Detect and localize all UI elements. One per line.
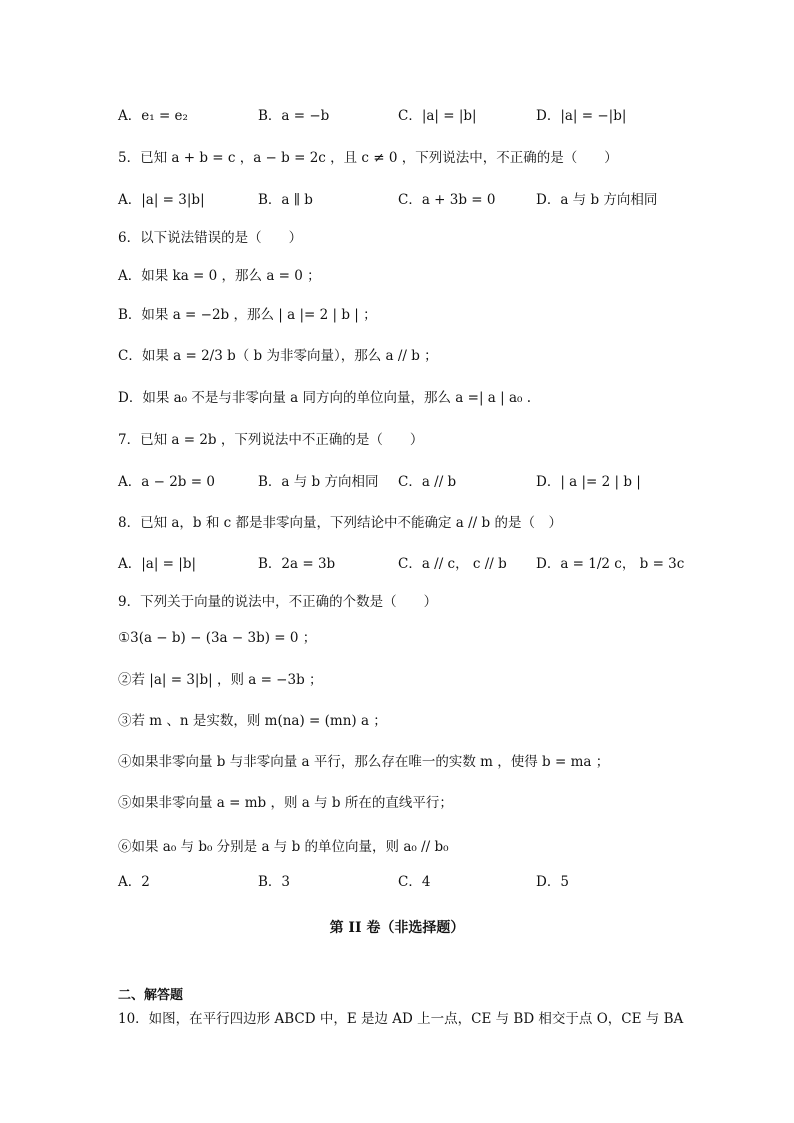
q8-stem: 8．已知 a，b 和 c 都是非零向量，下列结论中不能确定 a // b 的是（ ）	[118, 515, 562, 531]
q9-item-4: ④如果非零向量 b 与非零向量 a 平行，那么存在唯一的实数 m ，使得 b = ma ；	[118, 754, 610, 770]
q7-option-d[interactable]: D．| a |= 2 | b |	[536, 474, 641, 490]
q9-item-2: ②若 |a| = 3|b| ，则 a = −3b ；	[118, 672, 323, 688]
q7-stem: 7．已知 a = 2b ，下列说法中不正确的是（ ）	[118, 432, 424, 448]
q6-option-a[interactable]: A．如果 ka = 0 ，那么 a = 0 ；	[118, 268, 321, 284]
q9-stem: 9．下列关于向量的说法中，不正确的个数是（ ）	[118, 594, 438, 610]
q9-item-3: ③若 m 、n 是实数，则 m(na) = (mn) a ；	[118, 713, 387, 729]
q7-option-b[interactable]: B．a 与 b 方向相同	[258, 474, 379, 490]
q6-stem: 6．以下说法错误的是（ ）	[118, 230, 303, 246]
q5-option-c[interactable]: C．a + 3b = 0	[398, 192, 496, 208]
q6-option-c[interactable]: C．如果 a = 2/3 b（ b 为非零向量），那么 a // b ；	[118, 348, 438, 364]
q4-option-c[interactable]: C．|a| = |b|	[398, 108, 477, 124]
q9-option-c[interactable]: C．4	[398, 874, 431, 890]
q8-option-c[interactable]: C．a // c， c // b	[398, 556, 507, 572]
q8-option-b[interactable]: B．2a = 3b	[258, 556, 336, 572]
q5-option-b[interactable]: B．a ∥ b	[258, 192, 313, 208]
q9-item-6: ⑥如果 a₀ 与 b₀ 分别是 a 与 b 的单位向量，则 a₀ // b₀	[118, 839, 449, 855]
q10-stem: 10．如图，在平行四边形 ABCD 中，E 是边 AD 上一点，CE 与 BD 相交于点 O，CE 与 BA	[118, 1011, 684, 1027]
q9-option-b[interactable]: B．3	[258, 874, 291, 890]
q5-option-a[interactable]: A．|a| = 3|b|	[118, 192, 205, 208]
q5-stem: 5．已知 a + b = c ，a − b = 2c ，且 c ≠ 0 ，下列说法中，不正确的是（ ）	[118, 150, 618, 166]
q6-option-d[interactable]: D．如果 a₀ 不是与非零向量 a 同方向的单位向量，那么 a =| a | a₀ .	[118, 390, 532, 406]
q4-option-b[interactable]: B．a = −b	[258, 108, 330, 124]
q4-option-a[interactable]: A．e₁ = e₂	[118, 108, 188, 124]
q5-option-d[interactable]: D．a 与 b 方向相同	[536, 192, 658, 208]
q9-option-a[interactable]: A．2	[118, 874, 150, 890]
q9-item-5: ⑤如果非零向量 a = mb ，则 a 与 b 所在的直线平行；	[118, 795, 453, 811]
q9-item-1: ①3(a − b) − (3a − 3b) = 0 ；	[118, 630, 317, 646]
part2-title: 第 II 卷（非选择题）	[329, 920, 465, 936]
q8-option-d[interactable]: D．a = 1/2 c， b = 3c	[536, 556, 685, 572]
q9-option-d[interactable]: D．5	[536, 874, 569, 890]
q4-option-d[interactable]: D．|a| = −|b|	[536, 108, 627, 124]
q7-option-a[interactable]: A．a − 2b = 0	[118, 474, 215, 490]
q8-option-a[interactable]: A．|a| = |b|	[118, 556, 197, 572]
section2-heading: 二、解答题	[118, 988, 184, 1003]
q6-option-b[interactable]: B．如果 a = −2b ，那么 | a |= 2 | b | ；	[118, 307, 377, 323]
q7-option-c[interactable]: C．a // b	[398, 474, 457, 490]
